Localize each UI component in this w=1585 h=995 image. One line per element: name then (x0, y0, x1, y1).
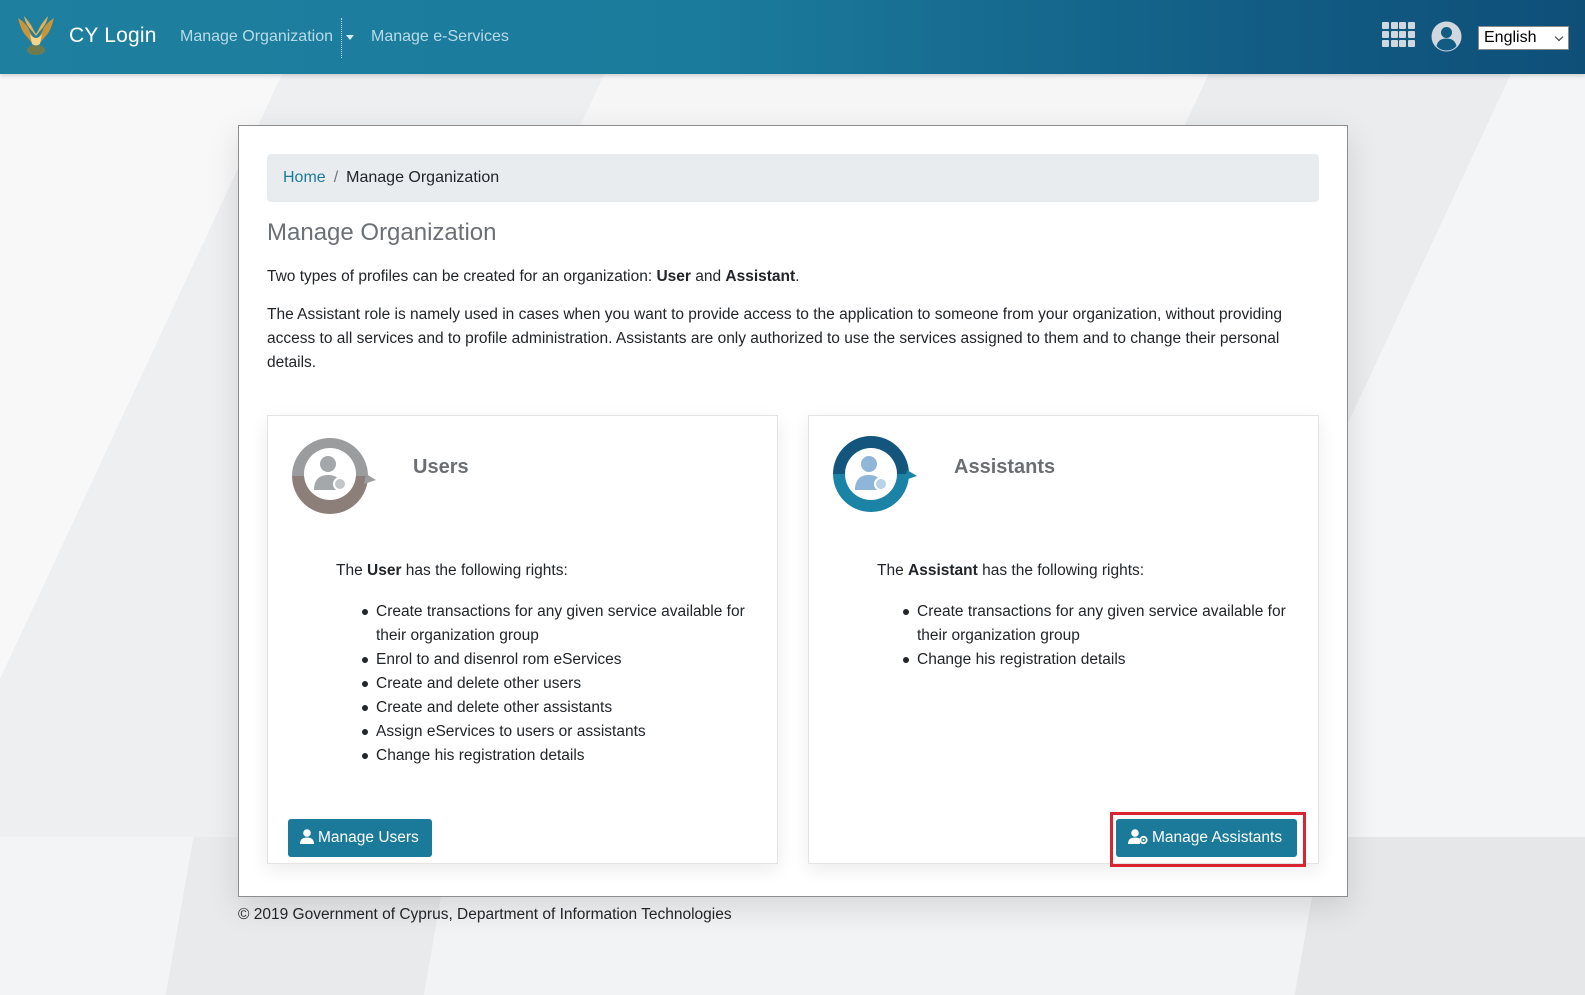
nav-manage-eservices[interactable]: Manage e-Services (371, 28, 509, 45)
list-item: Create transactions for any given service available for their organization group (901, 600, 1301, 648)
manage-users-button[interactable] (288, 819, 432, 857)
breadcrumb-home-link[interactable]: Home (283, 169, 326, 186)
assistants-rights-role: Assistant (908, 562, 978, 579)
assistants-rights-intro-start: The (877, 562, 909, 579)
breadcrumb (267, 154, 1319, 202)
nav-manage-organization[interactable]: Manage Organization (180, 28, 333, 45)
assistants-rights-intro (877, 562, 1144, 580)
footer-copyright: © 2019 Government of Cyprus, Department of Information Technologies (238, 906, 732, 923)
list-item: Create transactions for any given service available for their organization group (360, 600, 760, 648)
list-item: Change his registration details (360, 744, 760, 768)
apps-grid-icon[interactable] (1382, 22, 1415, 51)
assistants-rights-intro-end: has the following rights: (977, 562, 1145, 579)
intro-text-start: Two types of profiles can be created for an organization: (267, 268, 657, 285)
users-rights-list (360, 600, 760, 768)
manage-assistants-label: Manage Assistants (1152, 829, 1283, 846)
breadcrumb-current: Manage Organization (346, 169, 500, 186)
user-account-icon[interactable] (1431, 21, 1462, 52)
list-item: Enrol to and disenrol rom eServices (360, 648, 760, 672)
manage-assistants-button[interactable] (1116, 819, 1297, 857)
page-title: Manage Organization (267, 219, 497, 246)
assistants-rights-list (901, 600, 1301, 672)
list-item: Change his registration details (901, 648, 1301, 672)
users-profile-icon (288, 430, 376, 514)
cyprus-emblem-logo[interactable] (14, 12, 58, 58)
users-rights-intro-start: The (336, 562, 368, 579)
user-gear-icon (1128, 829, 1148, 844)
manage-users-label: Manage Users (318, 829, 419, 846)
intro-text-end: . (795, 268, 800, 285)
intro-assistant-term: Assistant (725, 268, 796, 285)
assistants-card (808, 415, 1319, 864)
main-panel (238, 125, 1348, 897)
users-rights-intro (336, 562, 568, 580)
intro-user-term: User (656, 268, 691, 285)
language-select[interactable]: English (1478, 26, 1569, 50)
list-item: Create and delete other assistants (360, 696, 760, 720)
list-item: Assign eServices to users or assistants (360, 720, 760, 744)
brand-title[interactable]: CY Login (69, 24, 157, 47)
nav-dropdown-toggle[interactable] (341, 18, 355, 58)
assistant-role-description: The Assistant role is namely used in cases when you want to provide access to the application to someone from your organization, without providing access to all services and to profile administration. Assistants are only authorized to use the services assigned to them and to change their personal details. (267, 306, 1282, 371)
breadcrumb-separator: / (333, 169, 339, 186)
users-rights-intro-end: has the following rights: (401, 562, 568, 579)
assistants-card-title: Assistants (954, 456, 1056, 478)
users-card-title: Users (413, 456, 469, 478)
intro-text (267, 265, 1327, 289)
top-navbar (0, 0, 1585, 74)
users-card (267, 415, 778, 864)
assistants-profile-icon (829, 430, 917, 514)
users-rights-role: User (367, 562, 402, 579)
intro-text-and: and (690, 268, 726, 285)
user-icon (300, 829, 314, 844)
list-item: Create and delete other users (360, 672, 760, 696)
